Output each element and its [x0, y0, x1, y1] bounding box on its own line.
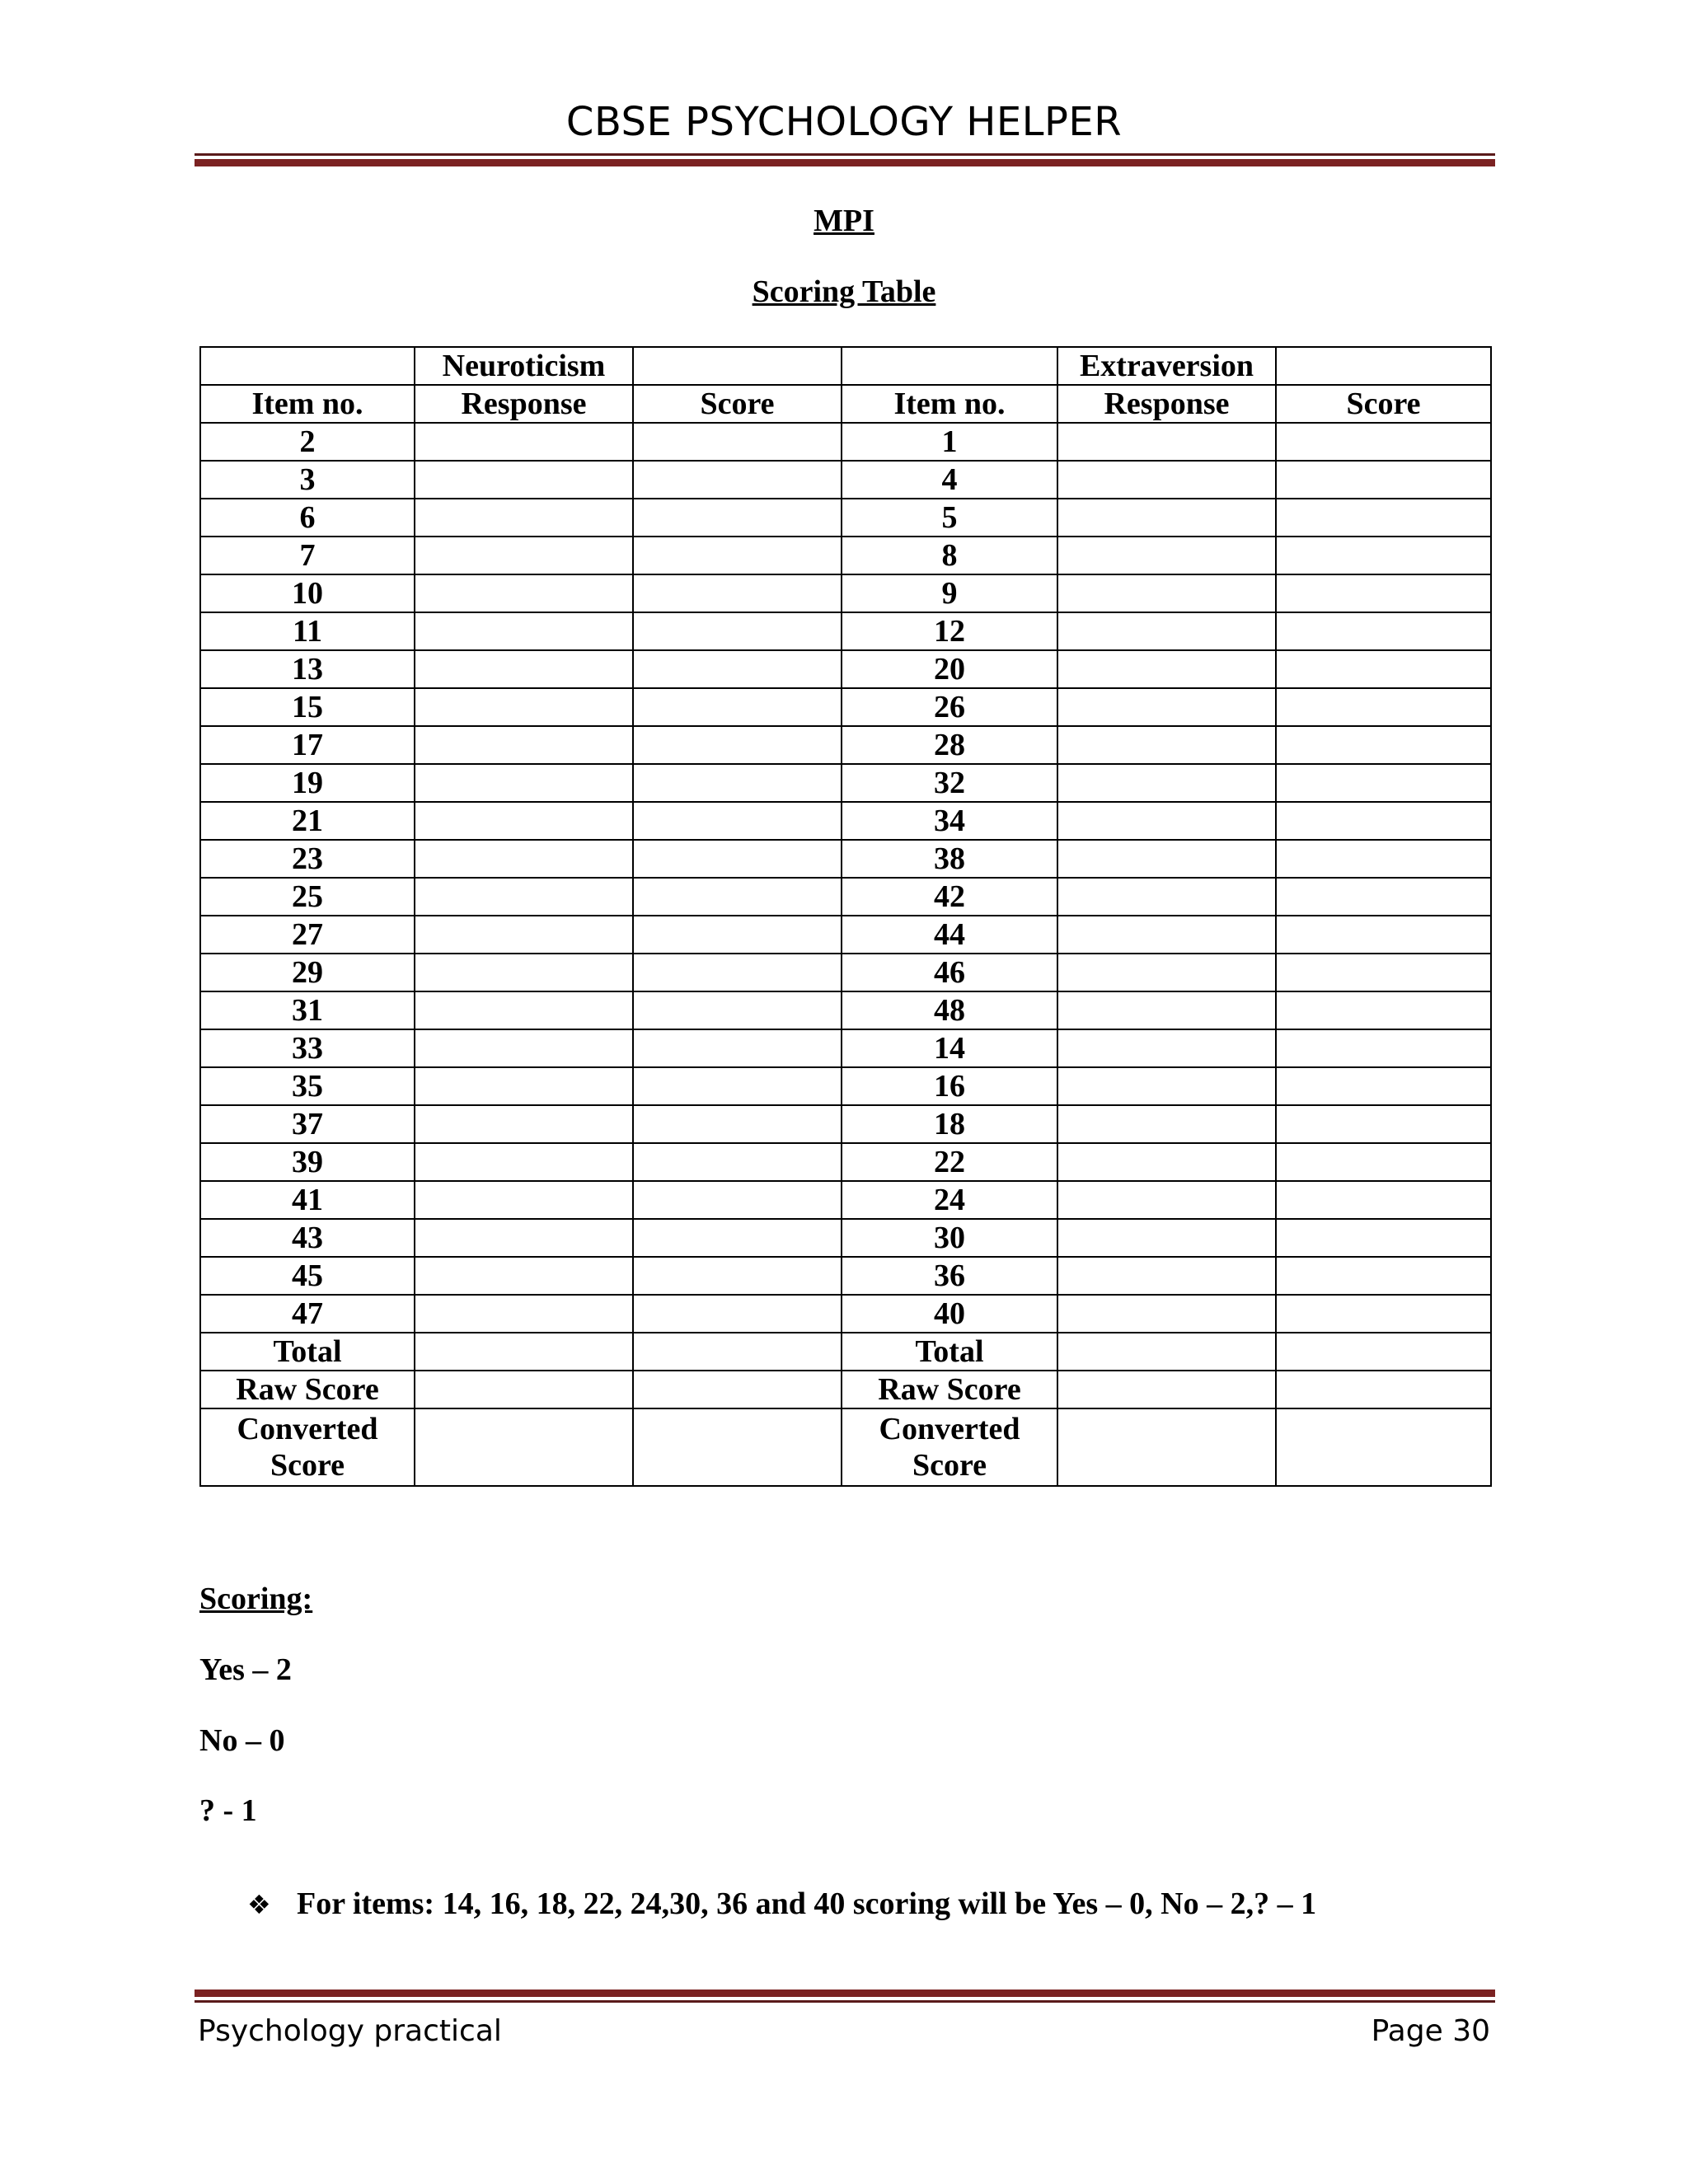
extraversion-item-no: 34: [842, 802, 1057, 840]
response-cell: [415, 802, 633, 840]
column-header: Item no.: [200, 385, 415, 423]
score-cell: [1276, 574, 1491, 612]
response-cell: [415, 612, 633, 650]
column-header: Score: [1276, 385, 1491, 423]
table-row: [200, 574, 1491, 612]
response-cell: [415, 991, 633, 1029]
reverse-scoring-note: [247, 1886, 1316, 1922]
response-cell: [1057, 1181, 1276, 1219]
score-cell: [633, 1371, 842, 1408]
extraversion-item-no: 22: [842, 1143, 1057, 1181]
neuroticism-item-no: 3: [200, 461, 415, 499]
neuroticism-item-no: 37: [200, 1105, 415, 1143]
neuroticism-item-no: 27: [200, 916, 415, 954]
response-cell: [415, 1295, 633, 1333]
table-row: [200, 878, 1491, 916]
score-cell: [1276, 840, 1491, 878]
extraversion-item-no: 1: [842, 423, 1057, 461]
response-cell: [1057, 1295, 1276, 1333]
extraversion-item-no: 20: [842, 650, 1057, 688]
neuroticism-item-no: 19: [200, 764, 415, 802]
table-row: [200, 764, 1491, 802]
score-cell: [633, 461, 842, 499]
summary-label: Total: [842, 1333, 1057, 1371]
footer-page-number: Page 30: [1371, 2014, 1490, 2048]
empty-cell: [1276, 347, 1491, 385]
neuroticism-item-no: 35: [200, 1067, 415, 1105]
score-cell: [633, 954, 842, 991]
response-cell: [1057, 1143, 1276, 1181]
response-cell: [415, 574, 633, 612]
table-row: [200, 916, 1491, 954]
score-cell: [633, 991, 842, 1029]
neuroticism-item-no: 29: [200, 954, 415, 991]
extraversion-item-no: 24: [842, 1181, 1057, 1219]
scoring-title: [199, 1581, 312, 1617]
score-cell: [633, 1181, 842, 1219]
table-row: [200, 1029, 1491, 1067]
response-cell: [1057, 423, 1276, 461]
response-cell: [415, 1181, 633, 1219]
response-cell: [1057, 499, 1276, 537]
score-cell: [1276, 688, 1491, 726]
score-cell: [633, 1067, 842, 1105]
response-cell: [1057, 916, 1276, 954]
response-cell: [415, 764, 633, 802]
extraversion-item-no: 5: [842, 499, 1057, 537]
response-cell: [415, 537, 633, 574]
score-cell: [1276, 1333, 1491, 1371]
neuroticism-item-no: 11: [200, 612, 415, 650]
score-cell: [1276, 764, 1491, 802]
extraversion-item-no: 9: [842, 574, 1057, 612]
score-cell: [1276, 954, 1491, 991]
response-cell: [1057, 1257, 1276, 1295]
response-cell: [415, 499, 633, 537]
response-cell: [1057, 1067, 1276, 1105]
score-cell: [1276, 726, 1491, 764]
score-cell: [1276, 1257, 1491, 1295]
score-cell: [1276, 537, 1491, 574]
score-cell: [633, 1105, 842, 1143]
converted-label-line: Score: [912, 1448, 987, 1483]
neuroticism-item-no: 17: [200, 726, 415, 764]
response-cell: [415, 1408, 633, 1486]
column-header: Item no.: [842, 385, 1057, 423]
scoring-rule-no: No – 0: [199, 1723, 285, 1758]
neuroticism-item-no: 2: [200, 423, 415, 461]
extraversion-item-no: 36: [842, 1257, 1057, 1295]
footer-left: Psychology practical: [198, 2014, 502, 2048]
score-cell: [633, 1219, 842, 1257]
extraversion-item-no: 8: [842, 537, 1057, 574]
response-cell: [415, 726, 633, 764]
score-cell: [1276, 1181, 1491, 1219]
header-rule: [195, 153, 1495, 166]
score-cell: [633, 650, 842, 688]
table-row: [200, 802, 1491, 840]
score-cell: [633, 1333, 842, 1371]
response-cell: [415, 423, 633, 461]
response-cell: [1057, 574, 1276, 612]
extraversion-item-no: 30: [842, 1219, 1057, 1257]
converted-score-label: [842, 1408, 1057, 1486]
response-cell: [1057, 726, 1276, 764]
response-cell: [1057, 840, 1276, 878]
neuroticism-item-no: 10: [200, 574, 415, 612]
table-row: [200, 1257, 1491, 1295]
score-cell: [1276, 916, 1491, 954]
table-row: [200, 612, 1491, 650]
scoring-rule-yes: Yes – 2: [199, 1652, 292, 1687]
score-cell: [1276, 423, 1491, 461]
score-cell: [633, 764, 842, 802]
group-header-neuroticism: Neuroticism: [415, 347, 633, 385]
converted-label-line: Converted: [879, 1412, 1020, 1446]
response-cell: [415, 954, 633, 991]
response-cell: [1057, 1029, 1276, 1067]
score-cell: [1276, 802, 1491, 840]
neuroticism-item-no: 43: [200, 1219, 415, 1257]
response-cell: [415, 461, 633, 499]
group-header-extraversion: Extraversion: [1057, 347, 1276, 385]
neuroticism-item-no: 25: [200, 878, 415, 916]
scoring-heading: Scoring:: [199, 1582, 313, 1616]
response-cell: [415, 688, 633, 726]
neuroticism-item-no: 15: [200, 688, 415, 726]
table-row: [200, 1143, 1491, 1181]
converted-score-label: [200, 1408, 415, 1486]
extraversion-item-no: 38: [842, 840, 1057, 878]
table-row: [200, 1105, 1491, 1143]
extraversion-item-no: 16: [842, 1067, 1057, 1105]
score-cell: [633, 1029, 842, 1067]
response-cell: [1057, 802, 1276, 840]
neuroticism-item-no: 7: [200, 537, 415, 574]
table-row: [200, 1181, 1491, 1219]
score-cell: [1276, 1408, 1491, 1486]
response-cell: [415, 916, 633, 954]
score-cell: [1276, 1295, 1491, 1333]
score-cell: [633, 574, 842, 612]
extraversion-item-no: 18: [842, 1105, 1057, 1143]
table-row: [200, 499, 1491, 537]
table-row: [200, 1067, 1491, 1105]
score-cell: [1276, 878, 1491, 916]
response-cell: [1057, 688, 1276, 726]
extraversion-item-no: 12: [842, 612, 1057, 650]
response-cell: [415, 1029, 633, 1067]
table-row: [200, 840, 1491, 878]
empty-cell: [842, 347, 1057, 385]
converted-score-row: [200, 1408, 1491, 1486]
table-row: [200, 423, 1491, 461]
response-cell: [415, 1333, 633, 1371]
response-cell: [415, 1219, 633, 1257]
response-cell: [415, 1105, 633, 1143]
score-cell: [633, 499, 842, 537]
score-cell: [633, 840, 842, 878]
score-cell: [633, 916, 842, 954]
extraversion-item-no: 40: [842, 1295, 1057, 1333]
score-cell: [633, 688, 842, 726]
response-cell: [415, 650, 633, 688]
score-cell: [1276, 1143, 1491, 1181]
score-cell: [1276, 1067, 1491, 1105]
response-cell: [1057, 537, 1276, 574]
response-cell: [1057, 1219, 1276, 1257]
column-header: Score: [633, 385, 842, 423]
neuroticism-item-no: 31: [200, 991, 415, 1029]
scoring-rule-unsure: ? - 1: [199, 1793, 257, 1828]
table-row: [200, 688, 1491, 726]
document-title: MPI: [814, 204, 874, 238]
response-cell: [1057, 1105, 1276, 1143]
neuroticism-item-no: 33: [200, 1029, 415, 1067]
empty-cell: [200, 347, 415, 385]
summary-label: Raw Score: [842, 1371, 1057, 1408]
extraversion-item-no: 28: [842, 726, 1057, 764]
response-cell: [415, 840, 633, 878]
score-cell: [633, 1408, 842, 1486]
footer-rule: [195, 1990, 1495, 2003]
response-cell: [415, 1257, 633, 1295]
score-cell: [1276, 1371, 1491, 1408]
score-cell: [633, 878, 842, 916]
score-cell: [1276, 650, 1491, 688]
neuroticism-item-no: 6: [200, 499, 415, 537]
response-cell: [415, 1143, 633, 1181]
response-cell: [1057, 650, 1276, 688]
diamond-bullet-icon: ❖: [247, 1889, 271, 1920]
extraversion-item-no: 14: [842, 1029, 1057, 1067]
summary-label: Raw Score: [200, 1371, 415, 1408]
table-row: [200, 991, 1491, 1029]
neuroticism-item-no: 47: [200, 1295, 415, 1333]
table-row: [200, 1295, 1491, 1333]
response-cell: [1057, 764, 1276, 802]
response-cell: [1057, 1333, 1276, 1371]
score-cell: [1276, 991, 1491, 1029]
converted-label-line: Converted: [237, 1412, 378, 1446]
score-cell: [633, 726, 842, 764]
score-cell: [1276, 1029, 1491, 1067]
response-cell: [1057, 1371, 1276, 1408]
extraversion-item-no: 46: [842, 954, 1057, 991]
extraversion-item-no: 42: [842, 878, 1057, 916]
response-cell: [1057, 612, 1276, 650]
empty-cell: [633, 347, 842, 385]
score-cell: [1276, 1219, 1491, 1257]
score-cell: [633, 1257, 842, 1295]
score-cell: [633, 1295, 842, 1333]
extraversion-item-no: 26: [842, 688, 1057, 726]
score-cell: [633, 612, 842, 650]
score-cell: [633, 802, 842, 840]
converted-label-line: Score: [270, 1448, 345, 1483]
response-cell: [1057, 1408, 1276, 1486]
table-row: [200, 461, 1491, 499]
table-row: [200, 650, 1491, 688]
column-header: Response: [415, 385, 633, 423]
table-row: [200, 537, 1491, 574]
summary-label: Total: [200, 1333, 415, 1371]
table-row: [200, 1219, 1491, 1257]
neuroticism-item-no: 45: [200, 1257, 415, 1295]
summary-row: [200, 1333, 1491, 1371]
column-header: Response: [1057, 385, 1276, 423]
extraversion-item-no: 44: [842, 916, 1057, 954]
response-cell: [1057, 461, 1276, 499]
score-cell: [1276, 461, 1491, 499]
neuroticism-item-no: 23: [200, 840, 415, 878]
response-cell: [1057, 954, 1276, 991]
document-subtitle: Scoring Table: [752, 274, 936, 309]
score-cell: [1276, 499, 1491, 537]
response-cell: [415, 1067, 633, 1105]
neuroticism-item-no: 21: [200, 802, 415, 840]
extraversion-item-no: 32: [842, 764, 1057, 802]
page-header: CBSE PSYCHOLOGY HELPER: [565, 99, 1123, 145]
score-cell: [633, 1143, 842, 1181]
score-cell: [633, 537, 842, 574]
score-cell: [633, 423, 842, 461]
extraversion-item-no: 4: [842, 461, 1057, 499]
group-header-row: [200, 347, 1491, 385]
score-cell: [1276, 612, 1491, 650]
table-row: [200, 726, 1491, 764]
extraversion-item-no: 48: [842, 991, 1057, 1029]
neuroticism-item-no: 41: [200, 1181, 415, 1219]
response-cell: [1057, 878, 1276, 916]
response-cell: [1057, 991, 1276, 1029]
response-cell: [415, 878, 633, 916]
neuroticism-item-no: 13: [200, 650, 415, 688]
reverse-scoring-text: For items: 14, 16, 18, 22, 24,30, 36 and 40 scoring will be Yes – 0, No – 2,? – 1: [297, 1886, 1317, 1921]
score-cell: [1276, 1105, 1491, 1143]
response-cell: [415, 1371, 633, 1408]
summary-row: [200, 1371, 1491, 1408]
column-header-row: [200, 385, 1491, 423]
table-row: [200, 954, 1491, 991]
neuroticism-item-no: 39: [200, 1143, 415, 1181]
scoring-table: [199, 346, 1492, 1487]
